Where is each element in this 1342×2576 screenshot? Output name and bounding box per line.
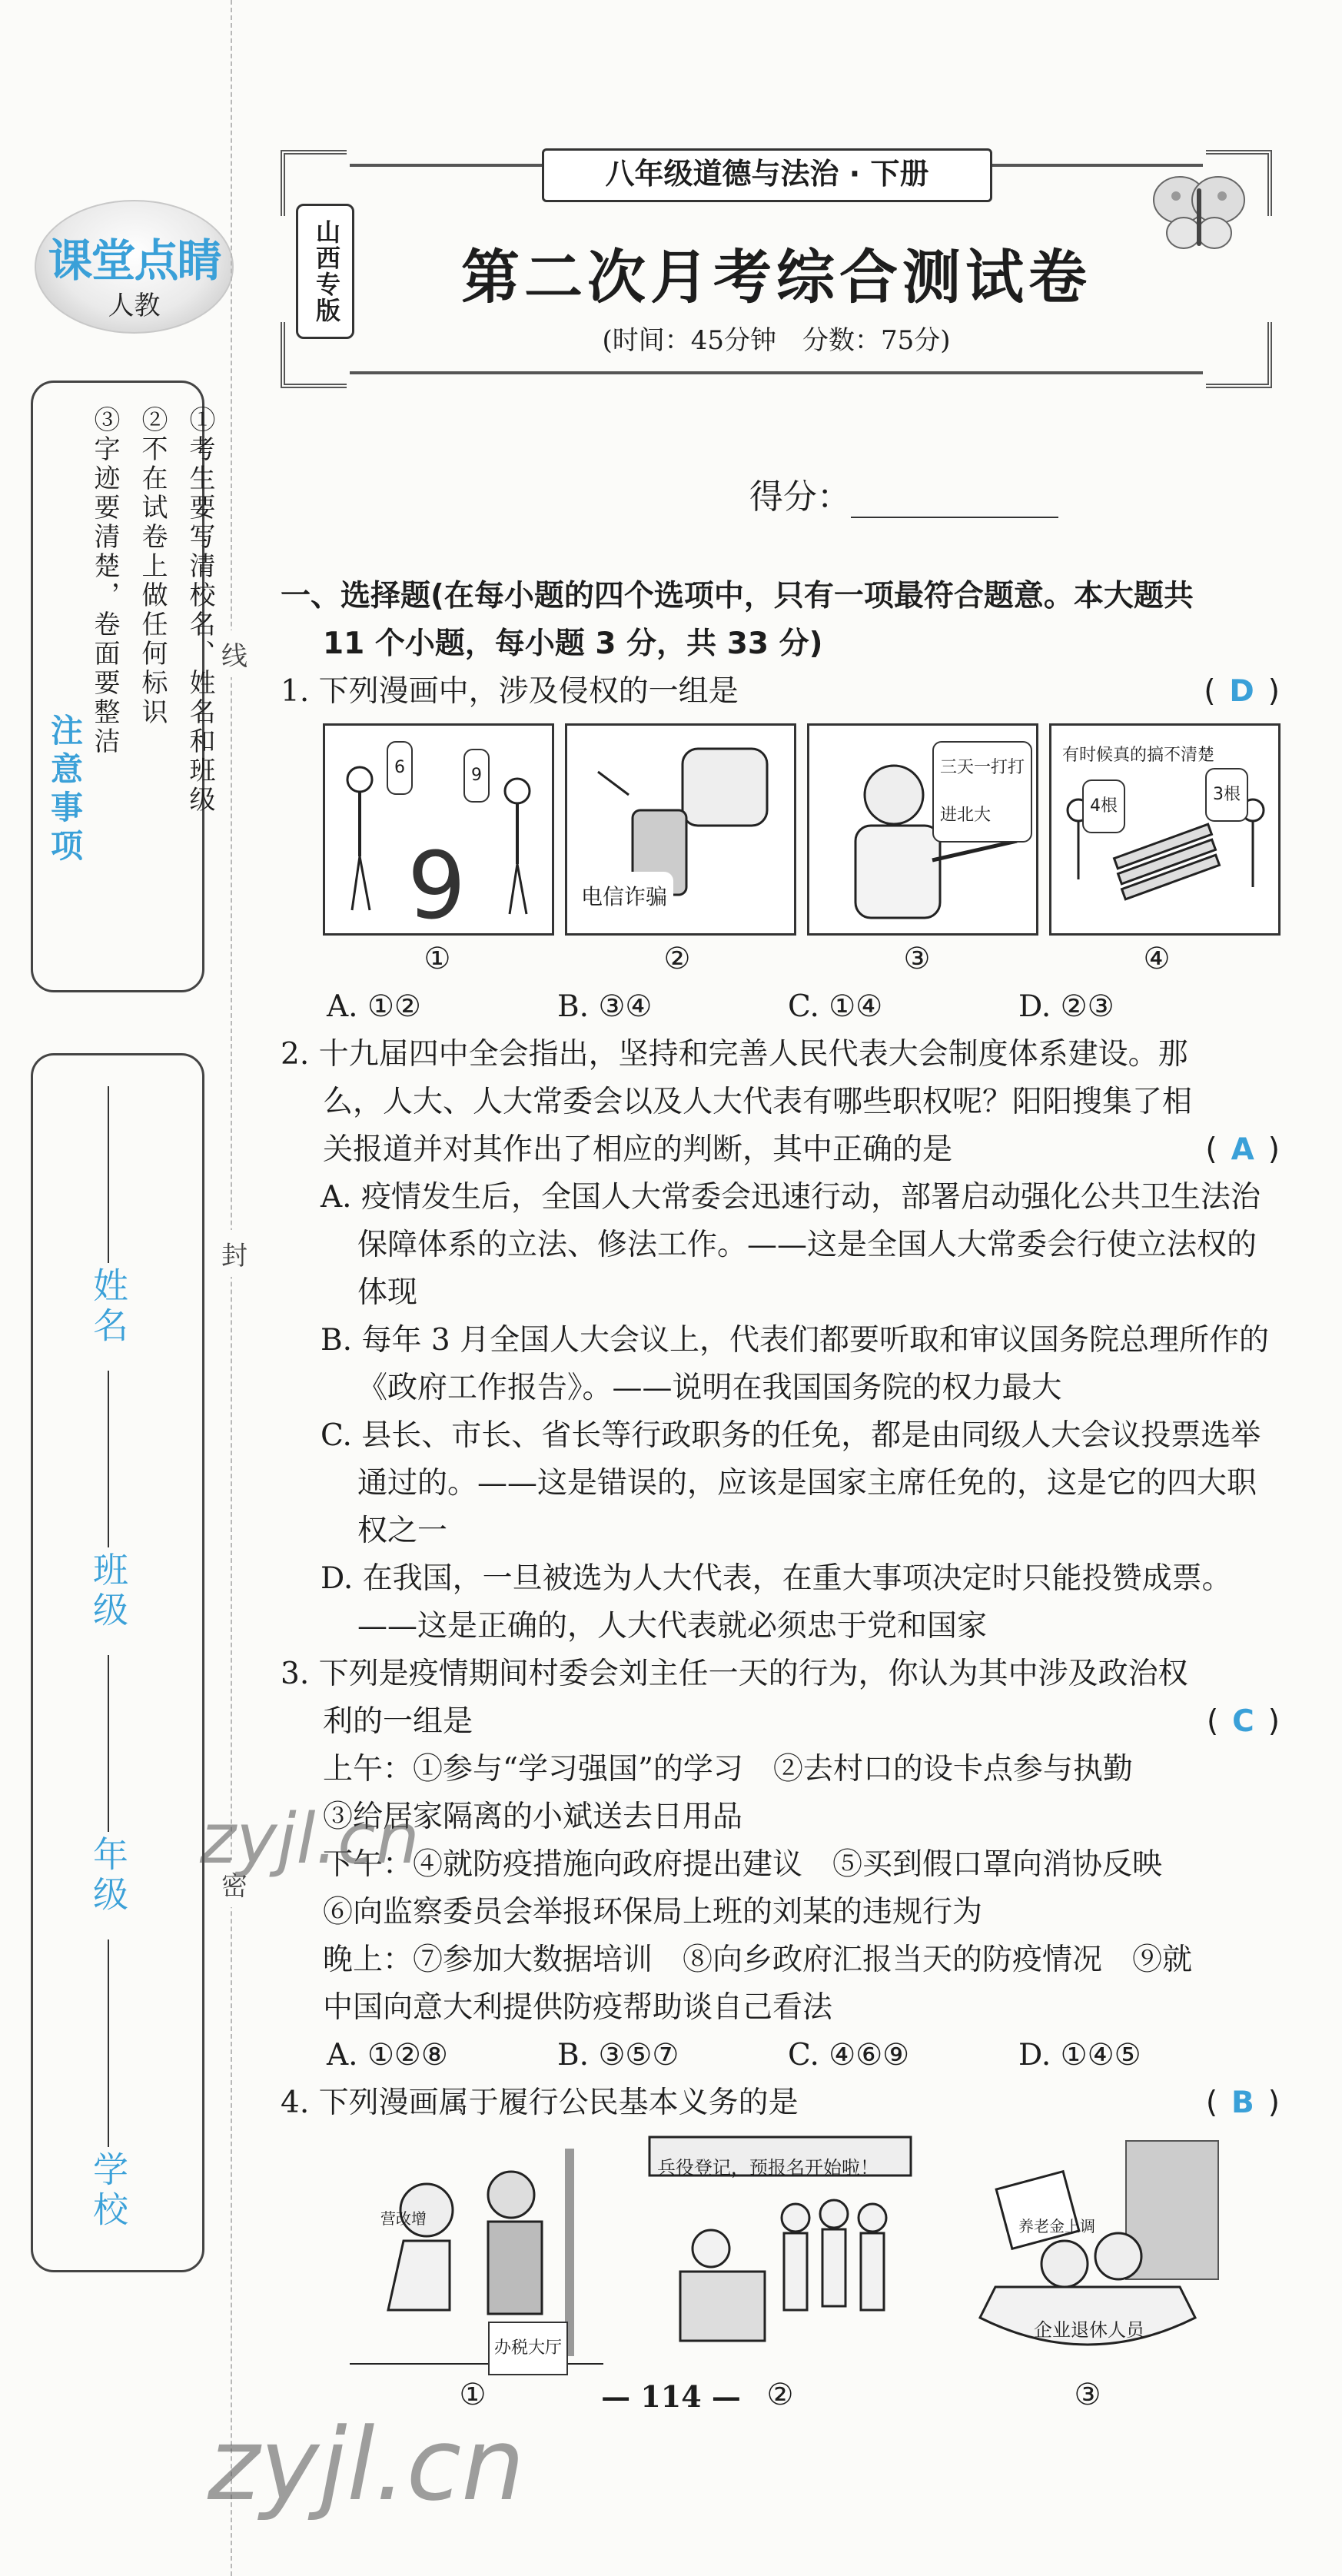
question-stem: 利的一组是: [323, 1704, 473, 1739]
option: C. ④⑥⑨: [788, 2038, 910, 2072]
cartoon-label: ①: [459, 2378, 487, 2412]
option: A. 疫情发生后，全国人大常委会迅速行动，部署启动强化公共卫生法治保障体系的立法、修法工作。——这是全国人大常委会行使立法权的体现: [321, 1180, 1261, 1310]
notice-item: ②不在试卷上做任何标识: [137, 406, 168, 727]
exam-title: 第二次月考综合测试卷: [461, 243, 1091, 311]
question-stem: 4. 下列漫画属于履行公民基本义务的是: [281, 2086, 799, 2120]
question-stem: 1. 下列漫画中，涉及侵权的一组是: [281, 674, 739, 709]
question-2: [281, 1126, 1280, 1174]
cartoon-label: ①: [424, 942, 451, 976]
speech-bubble: 6: [387, 741, 413, 795]
answer-slot: ( C ): [1206, 1704, 1280, 1739]
cartoon-caption: 有时候真的搞不清楚: [1056, 730, 1221, 781]
grade-field-line: [108, 1655, 109, 1832]
sign-label: 办税大厅: [488, 2322, 568, 2375]
bowl-label: 企业退休人员: [1034, 2319, 1144, 2341]
sign-label: 营改增: [380, 2209, 427, 2228]
class-field[interactable]: [83, 1371, 134, 1631]
banner-text: 兵役登记，预报名开始啦！: [657, 2157, 879, 2179]
cartoon-panel: [1049, 723, 1281, 936]
option: C. 县长、市长、省长等行政职务的任免，都是由同级人大会议投票选举通过的。——这是错误的，应该是国家主席任免的，这是它的四大职权之一: [321, 1418, 1261, 1548]
option: B. ③⑤⑦: [557, 2038, 679, 2072]
cartoon-label: ③: [1074, 2378, 1101, 2412]
q1-cartoon-labels: [281, 936, 1280, 983]
speech-bubble: 4根: [1082, 779, 1125, 833]
exam-meta: (时间：45分钟 分数：75分): [602, 325, 951, 356]
watermark: zyjl.cn: [200, 1799, 420, 1880]
notice-item: ①考生要写清校名、姓名和班级: [184, 406, 215, 815]
speech-bubble: 9: [463, 749, 490, 803]
answer-slot: ( B ): [1205, 2086, 1280, 2120]
cartoon-panel: [807, 723, 1038, 936]
question-4: [281, 2079, 1280, 2127]
speech-bubble: 3根: [1205, 768, 1248, 822]
question-2-stem: 2. 十九届四中全会指出，坚持和完善人民代表大会制度体系建设。那: [281, 1037, 1188, 1072]
q1-cartoons: [281, 723, 1280, 936]
tax-hall-icon: [334, 2133, 611, 2372]
notice-item: ③字迹要清楚，卷面要整洁: [89, 406, 120, 756]
speech-bubble: 三天一打打进北大: [932, 741, 1032, 843]
q3-line: ⑥向监察委员会举报环保局上班的刘某的违规行为: [323, 1895, 983, 1930]
notice-items: [81, 406, 224, 975]
cartoon-label: ③: [903, 942, 931, 976]
option: D. 在我国，一旦被选为人大代表，在重大事项决定时只能投赞成票。——这是正确的，人大代表就必须忠于党和国家: [321, 1561, 1232, 1644]
q3-line: 中国向意大利提供防疫帮助谈自己看法: [323, 1990, 833, 2025]
answer-letter: A: [1231, 1132, 1254, 1167]
score-label: 得分：: [749, 477, 851, 517]
option: C. ①④: [788, 989, 883, 1024]
answer-slot: ( A ): [1205, 1132, 1280, 1167]
title-frame: [281, 150, 1272, 388]
answer-letter: D: [1229, 674, 1254, 709]
cartoon-panel: [323, 723, 554, 936]
question-2-stem: 么，人大、人大常委会以及人大代表有哪些职权呢？阳阳搜集了相: [323, 1085, 1193, 1119]
question-3: [281, 1698, 1280, 1746]
school-field[interactable]: [83, 1939, 134, 2231]
option: D. ①④⑤: [1018, 2038, 1141, 2072]
name-field[interactable]: [83, 1086, 134, 1347]
cartoon-label: ④: [1143, 942, 1171, 976]
q3-line: 下午：④就防疫措施向政府提出建议 ⑤买到假口罩向消协反映: [323, 1847, 1163, 1882]
q3-options: [281, 2032, 1280, 2079]
watermark: zyjl.cn: [208, 2406, 525, 2523]
option: B. 每年 3 月全国人大会议上，代表们都要听取和审议国务院总理所作的《政府工作报告》。——说明在我国国务院的权力最大: [321, 1323, 1270, 1405]
grade-field[interactable]: [83, 1655, 134, 1916]
name-field-label: 姓名: [88, 1267, 129, 1348]
answer-letter: C: [1232, 1704, 1254, 1739]
cartoon-label: ②: [766, 2378, 794, 2412]
section-title-cont: 11 个小题，每小题 3 分，共 33 分): [323, 627, 823, 661]
q3-line: ③给居家隔离的小斌送去日用品: [323, 1800, 743, 1834]
question-1: [281, 668, 1280, 716]
question-content: [281, 573, 1280, 2419]
cartoon-caption: 电信诈骗: [575, 872, 673, 922]
question-3-stem: 3. 下列是疫情期间村委会刘主任一天的行为，你认为其中涉及政治权: [281, 1657, 1188, 1691]
page-number: — 114 —: [601, 2379, 741, 2414]
q3-line: 上午：①参与“学习强国”的学习 ②去村口的设卡点参与执勤: [323, 1752, 1133, 1787]
answer-letter: B: [1231, 2086, 1254, 2120]
student-info-box: [31, 1053, 204, 2272]
svg-text:9: 9: [407, 833, 467, 933]
sign-label: 养老金上调: [1018, 2217, 1095, 2235]
option: A. ①②⑧: [327, 2038, 448, 2072]
notice-label: 注意事项: [46, 713, 84, 867]
school-field-label: 学校: [88, 2151, 129, 2232]
cartoon-panel: [334, 2133, 611, 2372]
question-stem: 关报道并对其作出了相应的判断，其中正确的是: [323, 1132, 953, 1167]
q3-line: 晚上：⑦参加大数据培训 ⑧向乡政府汇报当天的防疫情况 ⑨就: [323, 1943, 1193, 1977]
subject-label: 八年级道德与法治 · 下册: [542, 148, 992, 202]
province-tag: 山西专版: [296, 204, 354, 339]
option: B. ③④: [557, 989, 653, 1024]
brand-badge-title: 课堂点睛: [48, 234, 221, 287]
q1-options: [281, 983, 1280, 1031]
frame-bottom-rule: [350, 371, 1203, 374]
grade-field-label: 年级: [88, 1836, 129, 1916]
cut-mark: 密: [221, 1860, 247, 1907]
butterfly-icon: [1149, 165, 1249, 258]
score-blank[interactable]: [851, 486, 1058, 518]
notice-box: [31, 381, 215, 992]
option: D. ②③: [1018, 989, 1114, 1024]
cartoon-panel: [949, 2133, 1226, 2372]
cut-mark: 线: [221, 630, 247, 677]
seal-cut-line: [231, 0, 232, 2576]
answer-slot: ( D ): [1204, 674, 1280, 709]
class-field-line: [108, 1371, 109, 1547]
class-field-label: 班级: [88, 1551, 129, 1632]
school-field-line: [108, 1939, 109, 2147]
name-field-line: [108, 1086, 109, 1263]
cartoon-panel: [565, 723, 796, 936]
cut-mark: 封: [221, 1230, 247, 1277]
people-arguing-icon: [325, 726, 552, 933]
q4-cartoons: [281, 2133, 1280, 2372]
score-field[interactable]: [749, 469, 1058, 518]
brand-badge: [35, 200, 234, 334]
cartoon-label: ②: [663, 942, 691, 976]
brand-badge-edition: 人教: [108, 291, 161, 321]
cartoon-panel: [642, 2133, 918, 2372]
section-title: 一、选择题(在每小题的四个选项中，只有一项最符合题意。本大题共: [281, 579, 1194, 613]
option: A. ①②: [327, 989, 421, 1024]
